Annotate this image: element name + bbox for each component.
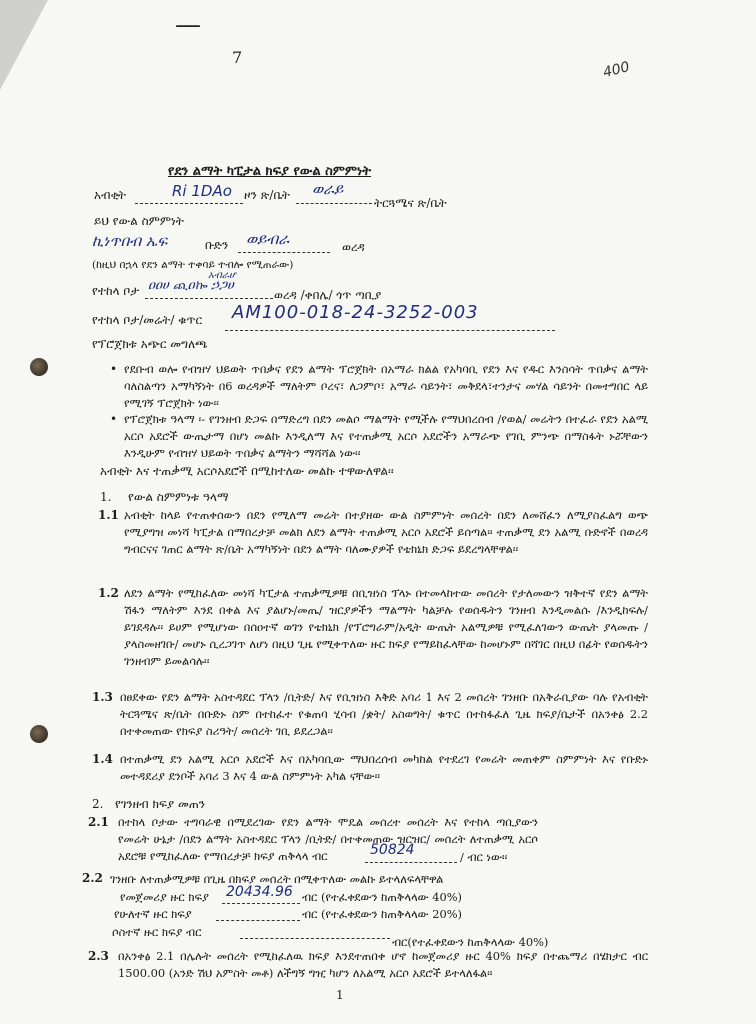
section-1-heading: የውል ስምምነቱ ዓላማ	[128, 490, 229, 504]
header-label-1: አብቂት	[94, 188, 127, 202]
item-1-4-number: 1.4	[92, 752, 113, 766]
intro-line: አብቂት እና ተጠቃሚ አርሶአደሮች በሚከተለው መልኩ ተዋውለዋል፡፡	[100, 464, 394, 478]
fill-line-3	[238, 252, 330, 253]
section-2-number: 2.	[92, 797, 104, 811]
handwritten-payment-1: 20434.96	[226, 884, 293, 900]
page-number: 1	[336, 988, 344, 1002]
handwritten-stroke: —	[175, 10, 199, 40]
header-label-8: የተከላ ቦታ/መሬት/ ቁጥር	[92, 313, 203, 327]
fill-line-pay3	[240, 938, 390, 939]
punch-hole-bottom	[30, 725, 48, 743]
handwritten-group-name: ኪነጥበብ ኤፍ	[92, 232, 168, 250]
item-1-2-text: ለደን ልማት የሚከፈለው መነሻ ካፒታል ተጠቃሚዎቹ በቢዝነስ ፕላኑ በተመላከተው መሰረት የታለመውን ዝቅተኛ የደን ልማት ሽፋን ማለትም እንደ በቀል እና ያልሆኑ/መጤ/ ዝርያዎችን ማልማት ካልቻሉ የወሰዱትን ገንዘብ እንዲመልሱ /እንዲከፍሉ/ ይገደዳሉ፡፡ ይሀም የሚሆነው በሰዐተኛ ወገን የቴክኒክ /የፕሮግራም/አዲት ውጤት አልሚዎቹ የሚፈለገውን ውጤት ያላመጡ /ያላስመዘገቡ/ መሆኑ ሲረጋገጥ ለሆነ በዚህ ጊዜ የሚቀጥለው ዙር ክፍያ የማይከፈላቸው ከመሆኑም በሻገር በዚህ በፊት የወሰዱትን ገንዘብም ይመልሳሉ፡፡	[124, 586, 648, 668]
fill-line-5	[225, 330, 555, 331]
handwritten-small-note: አብራሆ	[208, 270, 236, 281]
item-1-3-number: 1.3	[92, 690, 113, 704]
handwritten-zone: ወራይ	[312, 180, 344, 198]
handwritten-group: ወይብራ	[246, 230, 290, 248]
bullet-dot-2: •	[110, 412, 118, 426]
section-2-heading: የገንዘብ ክፍያ መጠን	[115, 797, 206, 811]
page-fold-shadow	[0, 0, 48, 90]
header-row-2: ይህ የውል ስምምነት	[94, 214, 184, 228]
fill-line-2	[296, 203, 372, 204]
item-1-2-number: 1.2	[98, 586, 119, 600]
header-label-5: ወረዳ	[342, 240, 365, 254]
handwritten-name: Ri 1DAo	[172, 182, 232, 200]
fill-line-pay1	[222, 903, 300, 904]
fill-line-total	[365, 862, 457, 863]
bullet-dot-1: •	[110, 362, 118, 376]
item-2-2-number: 2.2	[82, 871, 103, 885]
handwritten-mark: 7	[232, 48, 243, 67]
payment-1-label: የመጀመሪያ ዙር ክፍያ	[120, 890, 209, 904]
payment-3-label: ሶስተኛ ዙር ክፍያ ብር	[112, 925, 202, 939]
header-row-4: (ከዚህ በኋላ የደን ልማት ተቀባይ ተብሎ የሚጠራው)	[92, 259, 294, 271]
bullet-1: የደቡብ ወሎ የብዝሃ ህይወት ጥበቃና የደን ልማት ፕሮጀክት በአማራ ክልል የአካባቢ የደን እና የዱር እንስሳት ጥበቃና ልማት ባለስልጣን አማካኝነት በ6 ወረዳዎች ማለትም ቦረና፣ ለጋምቦ፣ አማራ ሳይንት፣ መቅደላ፣ተንታና መሃል ሳይንት በመተግበር ላይ የሚገኝ ፕሮጀክት ነው፡፡	[124, 362, 648, 410]
item-1-4-text: በተጠቃሚ ደን አልሚ አርሶ አደሮች እና በአካባቢው ማህበረሰብ መካከል የተደረገ የመሬት መጠቀም ስምምነት እና የቡድኑ መተዳደሪያ ደንቦች አባሪ 3 እና 4 ውል ስምምነት አካል ናቸው፡፡	[120, 752, 648, 783]
page-reference-number: 400	[601, 59, 632, 81]
fill-line-4	[145, 298, 273, 299]
section-1-number: 1.	[100, 490, 112, 504]
payment-1-end: ብር (የተፈቀደውን ከጠቅላላው 40%)	[302, 890, 462, 904]
fill-line-pay2	[216, 920, 300, 921]
fill-line-1	[135, 203, 243, 204]
handwritten-total-amount: 50824	[370, 842, 415, 858]
payment-2-end: ብር (የተፈቀደውን ከጠቅላላው 20%)	[302, 907, 462, 921]
header-label-6: የተከላ ቦታ	[92, 284, 140, 298]
header-label-4: ቡድን	[205, 238, 229, 252]
header-label-3: ትርጓሜና ጽ/ቤት	[374, 196, 447, 210]
item-1-1-text: አብቂት ከላይ የተጠቀሰውን በደን የሚለማ መሬት በተያዘው ውል ስምምነት መሰረት በደን ለመሸፈን ለሚያስፈልግ ወጭ የሚያግዝ መነሻ ካፒታል በማበረታቻ መልክ ለደን ልማት ተጠቃሚ አርሶ አደሮች ይሰጣል፡፡ ተጠቃሚ ደን አልሚ ቡድኖች በወረዳ ግብርናና ገጠር ልማት ጽ/ቤት አማካኝነት በደን ልማት ባለሙያዎች የቴክኒክ ድጋፍ ይደረግላቸዋል፡፡	[124, 508, 648, 556]
handwritten-plot-code: AM100-018-24-3252-003	[232, 302, 479, 323]
payment-3-end: ብር(የተፈቀደውን ከጠቅላላው 40%)	[392, 935, 549, 949]
payment-2-label: የሁለተኛ ዙር ክፍያ	[114, 907, 192, 921]
document-title: የደን ልማት ካፒታል ክፍያ የውል ስምምነት	[168, 164, 371, 179]
item-2-2-intro: ገንዘቡ ለተጠቃሚዎቹ በጊዜ በክፍያ መሰረት በሚቀጥለው መልኩ ይተላለፍላቸዋል	[110, 872, 444, 886]
item-2-1-number: 2.1	[88, 815, 109, 829]
punch-hole-top	[30, 358, 48, 376]
bullet-2: የፕሮጀክቱ ዓላማ ፡- የገንዘብ ድጋፍ በማድረግ በደን መልሶ ማልማት የሚችሉ የማህበረሰብ /የወል/ መሬትን በተፈራ የደን አልሚ አርሶ አደሮች ውጤታማ በሆነ መልኩ እንዲለማ እና የተጠቃሚ አርሶ አደሮችን አማራጭ የገቢ ምንጭ በማስፋት ኑሯቸውን እንዲሁም የብዝሃ ህይወት ጥበቃና ልማትን ማሻሻል ነው፡፡	[124, 412, 648, 460]
header-label-2: ዞን ጽ/ቤት	[244, 188, 290, 202]
item-2-3-number: 2.3	[88, 949, 109, 963]
item-2-3-text: በአንቀፅ 2.1 በሌሉት መሰረት የሚከፈለዉ ክፍያ እንደተጠበቀ ሆኖ ከመጀመሪያ ዙር 40% ክፍያ በተጨማሪ በሄክታር ብር 1500.00 (አንድ ሽህ አምስት መቶ) ለችግኝ ግዢ ካሆን ለአልሚ አርሶ አደሮች ይተላለፋል፡፡	[118, 949, 648, 980]
item-1-3-text: በፀደቀው የደን ልማት አስተዳደር ፕላን /ቢትድ/ እና የቢዝነስ እቅድ አባሪ 1 እና 2 መሰረት ገንዘቡ በአቅራቢያው ባሉ የአብቂት ትርጓሜና ጽ/ቤት በቡድኑ ስም በተከፈተ የቁጠባ ሂሳብ /ቋት/ አስወግት/ ቁጥር በተከፋፈለ ጊዜ ክፍያ/ቤታች በአንቀፅ 2.2 በተቀመጠው የክፍያ ስሪዓት/ መሰረት ገቢ ይደረጋል፡፡	[120, 690, 648, 738]
project-summary-heading: የፕሮጀክቱ አጭር መግለጫ	[92, 337, 208, 351]
item-2-1-text: በተከላ ቦታው ተግባራዊ በሚደረገው የደን ልማት ሞዴል መሰረተ መሰረት እና የተከላ ጣቢያውን የመሬት ሁኔታ /በደን ልማት አስተዳደር ፕላን /ቢትድ/ በተቀመጠው ዝርዝር/ መሰረት ለተጠቃሚ አርሶ አደሮቹ የሚከፈለው የማበረታቻ ክፍያ ጠቅላላ ብር	[118, 815, 538, 863]
item-2-1-end: / ብር ነው፡፡	[460, 850, 508, 864]
header-label-7: ወረዳ /ቀበሌ/ ጎጥ ጣቢያ	[274, 288, 382, 302]
handwritten-site: ዐዐሀ ጪዐኰ ኃጋሀ	[148, 278, 234, 293]
item-1-1-number: 1.1	[98, 508, 119, 522]
